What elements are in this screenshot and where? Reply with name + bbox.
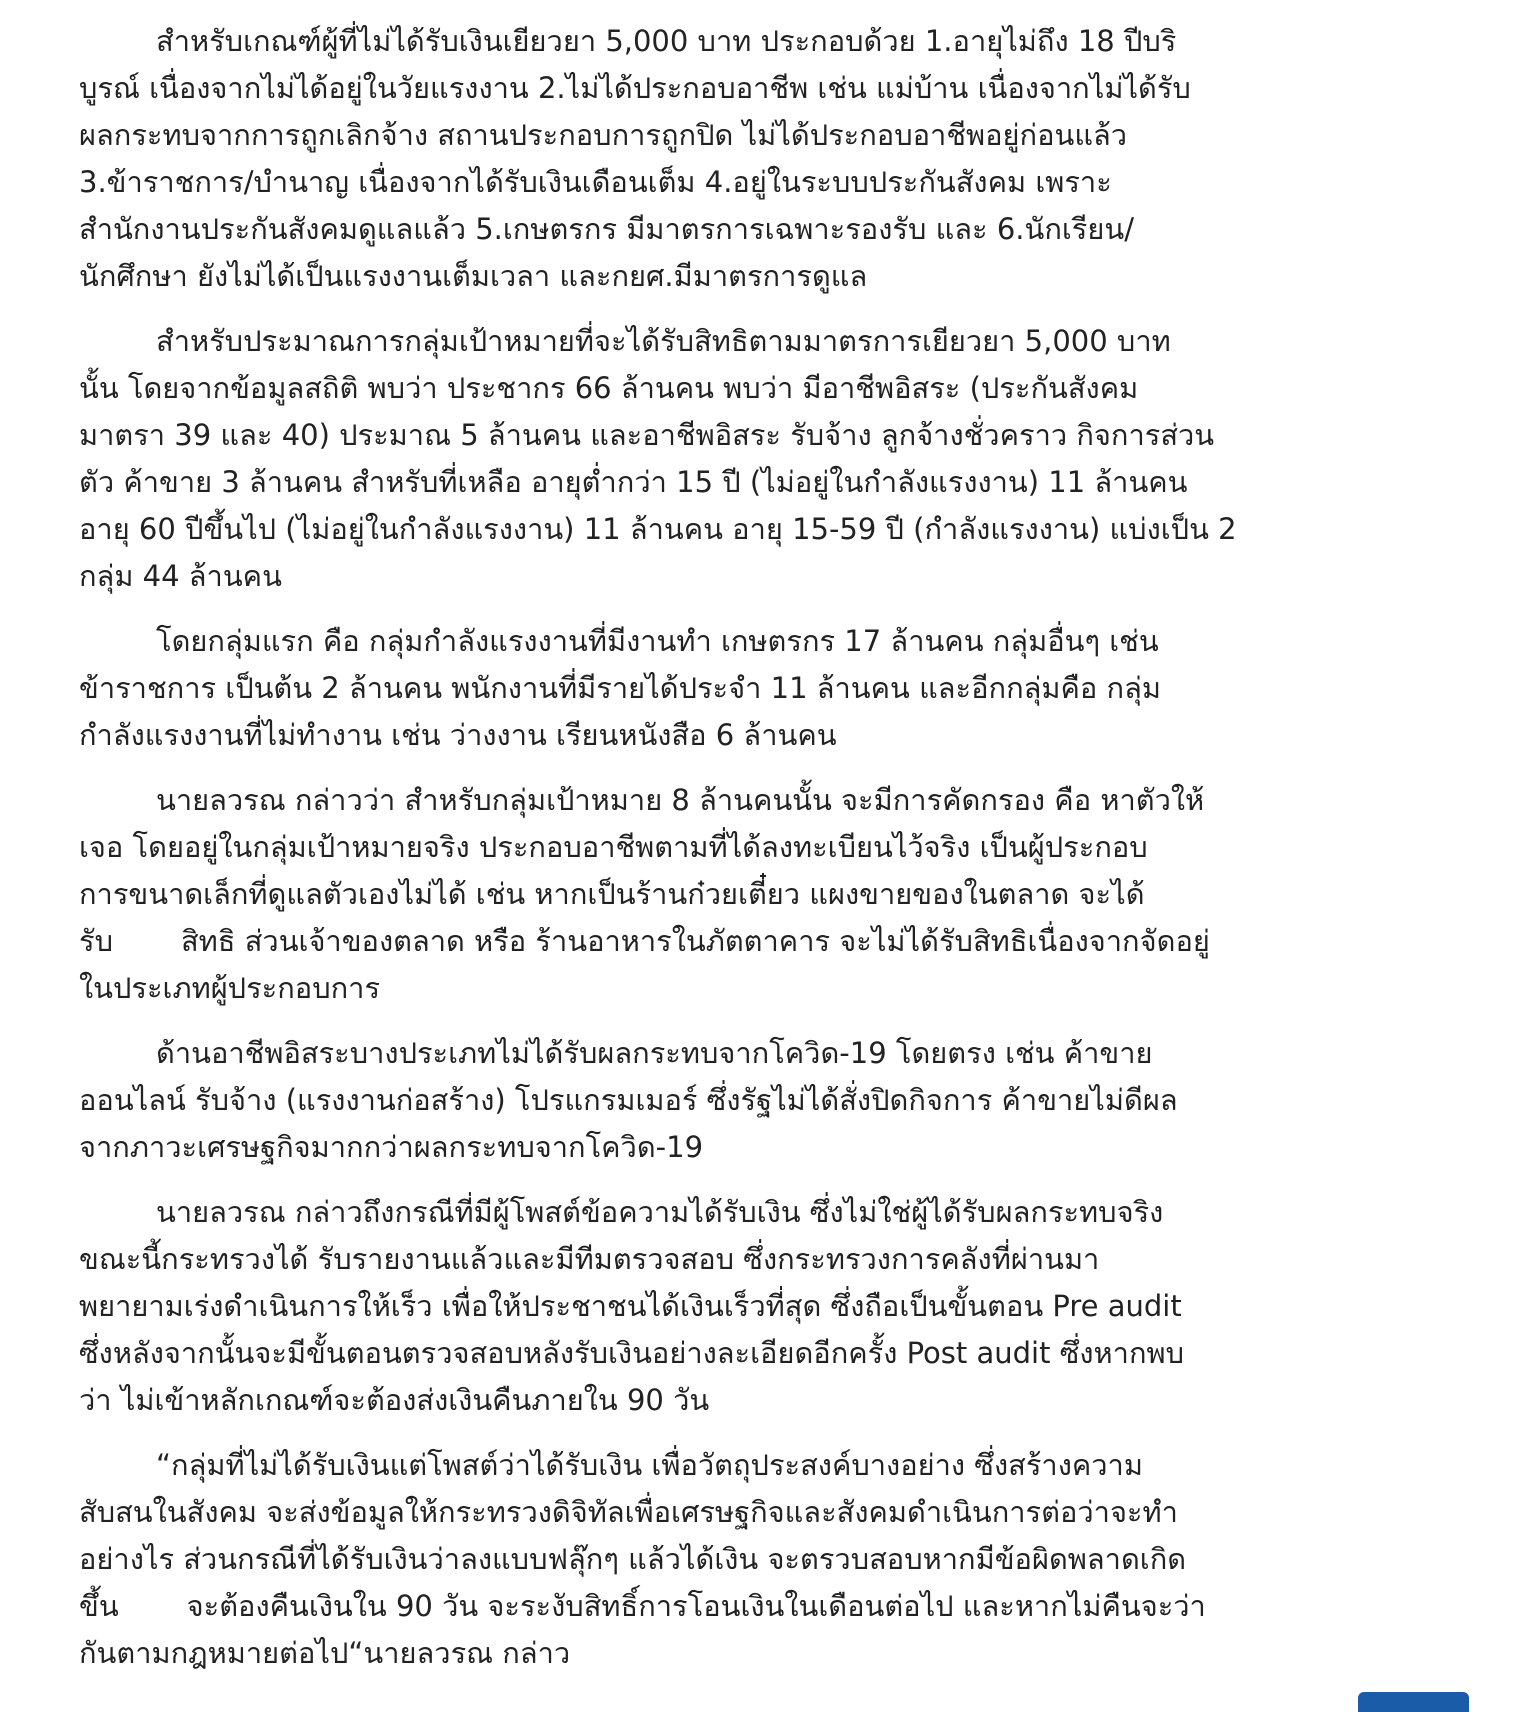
paragraph-line: ซึ่งหลังจากนั้นจะมีขั้นตอนตรวจสอบหลังรับเงินอย่างละเอียดอีกครั้ง Post audit ซึ่งหากพบ — [79, 1336, 1185, 1370]
paragraph-ineligible-criteria — [79, 18, 1329, 300]
paragraph-line: กลุ่ม 44 ล้านคน — [79, 559, 282, 593]
paragraph-line: ขณะนี้กระทรวงได้ รับรายงานแล้วและมีทีมตรวจสอบ ซึ่งกระทรวงการคลังที่ผ่านมา — [79, 1242, 1100, 1276]
line-fragment: ขึ้น — [79, 1589, 119, 1623]
paragraph-line: ว่า ไม่เข้าหลักเกณฑ์จะต้องส่งเงินคืนภายใน 90 วัน — [79, 1383, 710, 1417]
line-fragment: จะต้องคืนเงินใน 90 วัน จะระงับสิทธิ์การโอนเงินในเดือนต่อไป และหากไม่คืนจะว่า — [186, 1589, 1206, 1623]
paragraph-freelance — [79, 1030, 1329, 1171]
paragraph-line: การขนาดเล็กที่ดูแลตัวเองไม่ได้ เช่น หากเป็นร้านก๋วยเตี๋ยว แผงขายของในตลาด จะได้ — [79, 877, 1145, 911]
paragraph-line: นายลวรณ กล่าวถึงกรณีที่มีผู้โพสต์ข้อความได้รับเงิน ซึ่งไม่ใช่ผู้ได้รับผลกระทบจริง — [156, 1195, 1164, 1229]
paragraph-line: กันตามกฎหมายต่อไป“นายลวรณ กล่าว — [79, 1636, 571, 1670]
paragraph-line: อายุ 60 ปีขึ้นไป (ไม่อยู่ในกำลังแรงงาน) 11 ล้านคน อายุ 15-59 ปี (กำลังแรงงาน) แบ่งเป็น 2 — [79, 512, 1237, 546]
paragraph-line: เจอ โดยอยู่ในกลุ่มเป้าหมายจริง ประกอบอาชีพตามที่ได้ลงทะเบียนไว้จริง เป็นผู้ประกอบ — [79, 830, 1148, 864]
paragraph-line: บูรณ์ เนื่องจากไม่ได้อยู่ในวัยแรงงาน 2.ไม่ได้ประกอบอาชีพ เช่น แม่บ้าน เนื่องจากไม่ได้รับ — [79, 71, 1191, 105]
paragraph-line: อย่างไร ส่วนกรณีที่ได้รับเงินว่าลงแบบฟลุ๊กๆ แล้วได้เงิน จะตรวบสอบหากมีข้อผิดพลาดเกิด — [79, 1542, 1187, 1576]
paragraph-line: ตัว ค้าขาย 3 ล้านคน สำหรับที่เหลือ อายุต่ำกว่า 15 ปี (ไม่อยู่ในกำลังแรงงาน) 11 ล้านคน — [79, 465, 1188, 499]
paragraph-line: นั้น โดยจากข้อมูลสถิติ พบว่า ประชากร 66 ล้านคน พบว่า มีอาชีพอิสระ (ประกันสังคม — [79, 371, 1139, 405]
paragraph-screening — [79, 777, 1329, 1012]
paragraph-line: พยายามเร่งดำเนินการให้เร็ว เพื่อให้ประชาชนได้เงินเร็วที่สุด ซึ่งถือเป็นขั้นตอน Pre audit — [79, 1289, 1182, 1323]
paragraph-line: ออนไลน์ รับจ้าง (แรงงานก่อสร้าง) โปรแกรมเมอร์ ซึ่งรัฐไม่ได้สั่งปิดกิจการ ค้าขายไม่ดีผล — [79, 1083, 1178, 1117]
paragraph-line: ข้าราชการ เป็นต้น 2 ล้านคน พนักงานที่มีรายได้ประจำ 11 ล้านคน และอีกกลุ่มคือ กลุ่ม — [79, 671, 1162, 705]
paragraph-target-estimate — [79, 318, 1329, 600]
floating-corner-button[interactable] — [1358, 1692, 1469, 1712]
paragraph-line: 3.ข้าราชการ/บำนาญ เนื่องจากได้รับเงินเดือนเต็ม 4.อยู่ในระบบประกันสังคม เพราะ — [79, 165, 1112, 199]
paragraph-line: นักศึกษา ยังไม่ได้เป็นแรงงานเต็มเวลา และกยศ.มีมาตรการดูแล — [79, 259, 868, 293]
paragraph-line — [79, 918, 1329, 965]
paragraph-labor-groups — [79, 618, 1329, 759]
paragraph-line: นายลวรณ กล่าวว่า สำหรับกลุ่มเป้าหมาย 8 ล้านคนนั้น จะมีการคัดกรอง คือ หาตัวให้ — [156, 783, 1205, 817]
paragraph-line: โดยกลุ่มแรก คือ กลุ่มกำลังแรงงานที่มีงานทำ เกษตรกร 17 ล้านคน กลุ่มอื่นๆ เช่น — [156, 624, 1159, 658]
paragraph-line — [79, 1583, 1329, 1630]
line-fragment: รับ — [79, 924, 113, 958]
paragraph-line: ผลกระทบจากการถูกเลิกจ้าง สถานประกอบการถูกปิด ไม่ได้ประกอบอาชีพอยู่ก่อนแล้ว — [79, 118, 1128, 152]
line-fragment: สิทธิ ส่วนเจ้าของตลาด หรือ ร้านอาหารในภัตตาคาร จะไม่ได้รับสิทธิเนื่องจากจัดอยู่ — [180, 924, 1210, 958]
paragraph-line: ในประเภทผู้ประกอบการ — [79, 971, 381, 1005]
article-body — [79, 18, 1329, 1695]
paragraph-line: จากภาวะเศรษฐกิจมากกว่าผลกระทบจากโควิด-19 — [79, 1130, 704, 1164]
paragraph-line: กำลังแรงงานที่ไม่ทำงาน เช่น ว่างงาน เรียนหนังสือ 6 ล้านคน — [79, 718, 837, 752]
paragraph-line: สับสนในสังคม จะส่งข้อมูลให้กระทรวงดิจิทัลเพื่อเศรษฐกิจและสังคมดำเนินการต่อว่าจะทำ — [79, 1495, 1178, 1529]
paragraph-line: สำหรับเกณฑ์ผู้ที่ไม่ได้รับเงินเยียวยา 5,000 บาท ประกอบด้วย 1.อายุไม่ถึง 18 ปีบริ — [156, 24, 1177, 58]
paragraph-quote — [79, 1442, 1329, 1677]
paragraph-line: มาตรา 39 และ 40) ประมาณ 5 ล้านคน และอาชีพอิสระ รับจ้าง ลูกจ้างชั่วคราว กิจการส่วน — [79, 418, 1215, 452]
paragraph-line: สำหรับประมาณการกลุ่มเป้าหมายที่จะได้รับสิทธิตามมาตรการเยียวยา 5,000 บาท — [156, 324, 1171, 358]
paragraph-audit — [79, 1189, 1329, 1424]
paragraph-line: “กลุ่มที่ไม่ได้รับเงินแต่โพสต์ว่าได้รับเงิน เพื่อวัตถุประสงค์บางอย่าง ซึ่งสร้างความ — [156, 1448, 1143, 1482]
paragraph-line: สำนักงานประกันสังคมดูแลแล้ว 5.เกษตรกร มีมาตรการเฉพาะรองรับ และ 6.นักเรียน/ — [79, 212, 1134, 246]
paragraph-line: ด้านอาชีพอิสระบางประเภทไม่ได้รับผลกระทบจากโควิด-19 โดยตรง เช่น ค้าขาย — [156, 1036, 1153, 1070]
